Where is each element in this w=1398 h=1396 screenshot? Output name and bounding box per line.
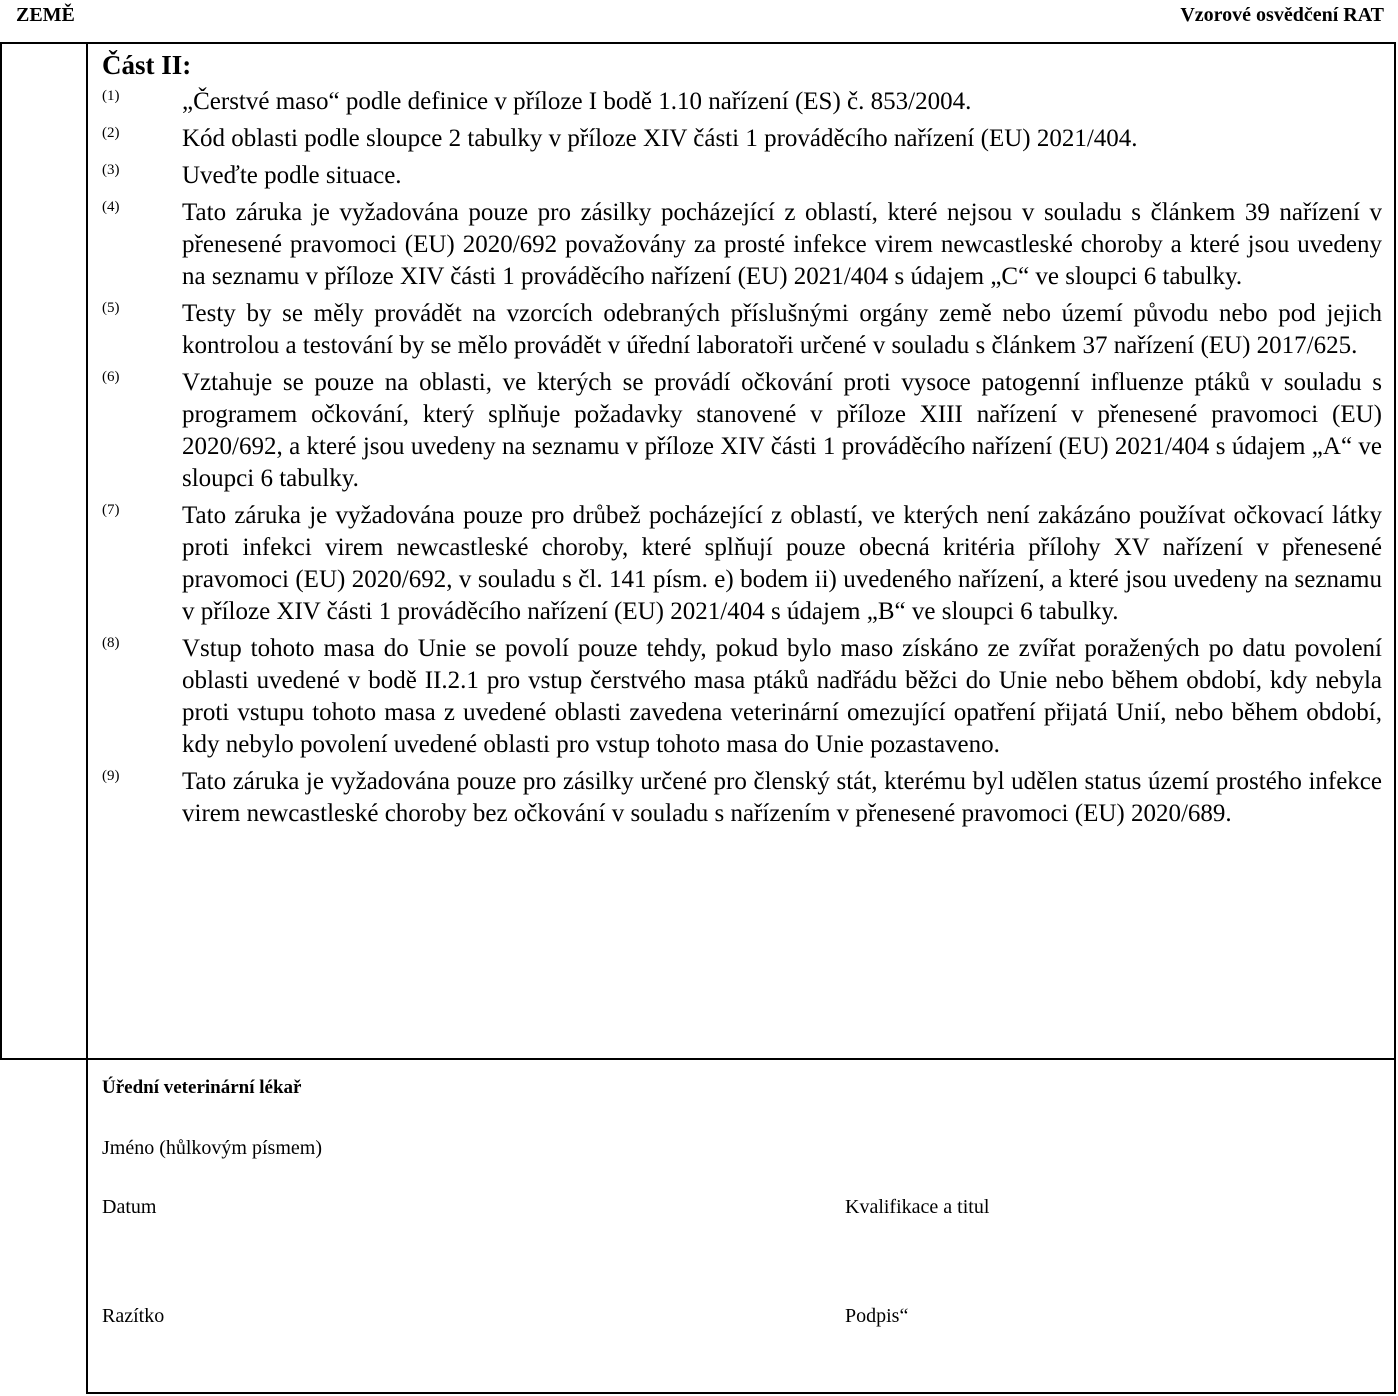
note-item (102, 197, 1382, 293)
note-text: Kód oblasti podle sloupce 2 tabulky v příloze XIV části 1 prováděcího nařízení (EU) 2021/404. (182, 125, 1138, 152)
note-item (102, 123, 1382, 155)
frame-right-border (1394, 42, 1396, 1394)
frame-left-border (0, 42, 2, 1058)
notes-list (102, 86, 1382, 835)
note-number: (6) (102, 369, 120, 385)
official-veterinarian-title: Úřední veterinární lékař (102, 1077, 302, 1098)
note-item (102, 367, 1382, 495)
note-item (102, 500, 1382, 628)
note-item (102, 86, 1382, 118)
part-title: Část II: (102, 50, 192, 80)
note-text: Vztahuje se pouze na oblasti, ve kterých se provádí očkování proti vysoce patogenní influenze ptáků v souladu s programem očkování, který splňuje požadavky stanovené v příloze XIII nařízení v přenesené pravomoci (EU) 2020/692, a které jsou uvedeny na seznamu v příloze XIV části 1 prováděcího nařízení (EU) 2021/404 s údajem „A“ ve sloupci 6 tabulky. (182, 369, 1382, 492)
frame-top-border (0, 42, 1396, 44)
note-text: Uveďte podle situace. (182, 162, 402, 189)
note-text: Tato záruka je vyžadována pouze pro zásilky určené pro členský stát, kterému byl udělen status území prostého infekce virem newcastleské choroby bez očkování v souladu s nařízením v přenesené pravomoci (EU) 2020/689. (182, 768, 1382, 827)
note-text: Tato záruka je vyžadována pouze pro drůbež pocházející z oblastí, ve kterých není zakázáno používat očkovací látky proti infekci virem newcastleské choroby, které splňují pouze obecná kritéria přílohy XV nařízení v přenesené pravomoci (EU) 2020/692, v souladu s čl. 141 písm. e) bodem ii) uvedeného nařízení, a které jsou uvedeny na seznamu v příloze XIV části 1 prováděcího nařízení (EU) 2021/404 s údajem „B“ ve sloupci 6 tabulky. (182, 502, 1382, 625)
signature-field-label: Podpis“ (845, 1305, 909, 1327)
note-number: (3) (102, 162, 120, 178)
header-certificate-model: Vzorové osvědčení RAT (1180, 4, 1384, 26)
note-text: Testy by se měly provádět na vzorcích odebraných příslušnými orgány země nebo území původu nebo pod jejich kontrolou a testování by se mělo provádět v úřední laboratoři určené v souladu s článkem 37 nařízení (EU) 2017/625. (182, 300, 1382, 359)
note-number: (4) (102, 199, 120, 215)
note-number: (5) (102, 300, 120, 316)
frame-inner-column-border (86, 42, 88, 1394)
note-number: (1) (102, 88, 120, 104)
name-field-label: Jméno (hůlkovým písmem) (102, 1137, 322, 1159)
note-item (102, 633, 1382, 761)
note-text: „Čerstvé maso“ podle definice v příloze I bodě 1.10 nařízení (ES) č. 853/2004. (182, 88, 972, 115)
frame-bottom-border (86, 1392, 1396, 1394)
date-field-label: Datum (102, 1196, 157, 1218)
frame-section-divider (0, 1058, 1396, 1060)
note-item (102, 298, 1382, 362)
note-number: (8) (102, 635, 120, 651)
note-number: (2) (102, 125, 120, 141)
qualification-field-label: Kvalifikace a titul (845, 1196, 990, 1218)
note-text: Vstup tohoto masa do Unie se povolí pouze tehdy, pokud bylo maso získáno ze zvířat poražených po datu povolení oblasti uvedené v bodě II.2.1 pro vstup čerstvého masa ptáků nadřádu běžci do Unie nebo během období, kdy nebyla proti vstupu tohoto masa z uvedené oblasti zavedena veterinární omezující opatření přijatá Unií, nebo během období, kdy nebylo povolení uvedené oblasti pro vstup tohoto masa do Unie pozastaveno. (182, 635, 1382, 758)
note-number: (9) (102, 768, 120, 784)
note-item (102, 160, 1382, 192)
stamp-field-label: Razítko (102, 1305, 165, 1327)
note-item (102, 766, 1382, 830)
header-country: ZEMĚ (16, 4, 75, 26)
note-number: (7) (102, 502, 120, 518)
note-text: Tato záruka je vyžadována pouze pro zásilky pocházející z oblastí, které nejsou v souladu s článkem 39 nařízení v přenesené pravomoci (EU) 2020/692 považovány za prosté infekce virem newcastleské choroby a které jsou uvedeny na seznamu v příloze XIV části 1 prováděcího nařízení (EU) 2021/404 s údajem „C“ ve sloupci 6 tabulky. (182, 199, 1382, 290)
